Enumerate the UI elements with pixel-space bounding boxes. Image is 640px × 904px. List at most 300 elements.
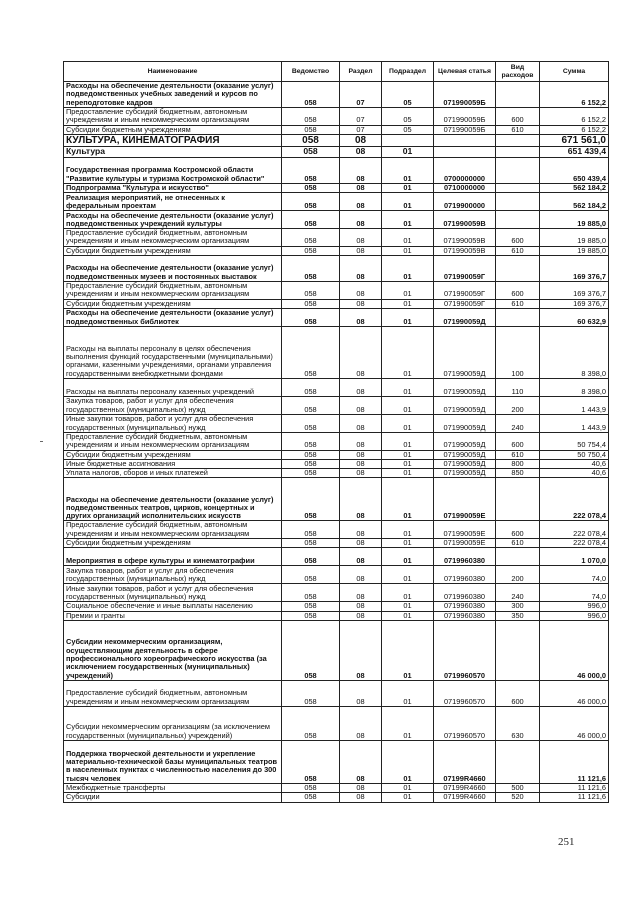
table-row <box>64 211 609 229</box>
cell-name: Закупка товаров, работ и услуг для обеспечения государственных (муниципальных) нужд <box>64 566 282 584</box>
cell-name: Социальное обеспечение и иные выплаты населению <box>64 602 282 611</box>
cell-name: Расходы на обеспечение деятельности (оказание услуг) подведомственных театров, цирков, концертных и других организаций исполнительских искусств <box>64 478 282 521</box>
cell-celevaya-statya: 071990059Г <box>434 282 496 300</box>
cell-summa: 74,0 <box>540 584 609 602</box>
cell-podrazdel: 01 <box>382 521 434 539</box>
cell-vid-raskhodov: 200 <box>496 396 540 414</box>
cell-name: Расходы на обеспечение деятельности (оказание услуг) подведомственных учреждений культуры <box>64 211 282 229</box>
margin-mark <box>40 441 43 442</box>
cell-vedomstvo: 058 <box>282 783 340 792</box>
table-row <box>64 146 609 157</box>
cell-celevaya-statya: 0710000000 <box>434 183 496 192</box>
cell-vid-raskhodov <box>496 740 540 783</box>
cell-vedomstvo: 058 <box>282 396 340 414</box>
cell-razdel: 08 <box>340 193 382 211</box>
table-row <box>64 611 609 620</box>
cell-name: Межбюджетные трансферты <box>64 783 282 792</box>
cell-razdel: 08 <box>340 432 382 450</box>
cell-name: Поддержка творческой деятельности и укрепление материально-технической базы муниципальных театров в населенных пунктах с численностью населения до 300 тысяч человек <box>64 740 282 783</box>
header-vedomstvo: Ведомство <box>282 62 340 82</box>
cell-celevaya-statya: 0719960570 <box>434 706 496 740</box>
table-row <box>64 478 609 521</box>
cell-razdel: 08 <box>340 459 382 468</box>
table-row <box>64 521 609 539</box>
cell-vedomstvo: 058 <box>282 414 340 432</box>
header-razdel: Раздел <box>340 62 382 82</box>
cell-vid-raskhodov: 600 <box>496 282 540 300</box>
cell-podrazdel: 01 <box>382 459 434 468</box>
cell-podrazdel: 01 <box>382 611 434 620</box>
cell-summa: 1 070,0 <box>540 548 609 566</box>
cell-podrazdel: 01 <box>382 396 434 414</box>
cell-podrazdel: 01 <box>382 299 434 308</box>
table-row <box>64 459 609 468</box>
table-row <box>64 108 609 126</box>
cell-summa: 8 398,0 <box>540 378 609 396</box>
cell-vid-raskhodov <box>496 548 540 566</box>
cell-podrazdel: 01 <box>382 620 434 680</box>
cell-vedomstvo: 058 <box>282 108 340 126</box>
table-row <box>64 584 609 602</box>
table-row <box>64 432 609 450</box>
cell-summa: 1 443,9 <box>540 414 609 432</box>
cell-vedomstvo: 058 <box>282 299 340 308</box>
cell-summa: 562 184,2 <box>540 183 609 192</box>
cell-summa: 11 121,6 <box>540 740 609 783</box>
cell-name: Расходы на обеспечение деятельности (оказание услуг) подведомственных библиотек <box>64 308 282 326</box>
cell-celevaya-statya: 0719960380 <box>434 566 496 584</box>
table-row <box>64 680 609 706</box>
table-row <box>64 539 609 548</box>
cell-summa: 11 121,6 <box>540 793 609 802</box>
cell-vid-raskhodov: 610 <box>496 299 540 308</box>
cell-vedomstvo: 058 <box>282 432 340 450</box>
cell-razdel: 08 <box>340 256 382 282</box>
cell-vid-raskhodov <box>496 146 540 157</box>
cell-podrazdel: 01 <box>382 183 434 192</box>
cell-razdel: 08 <box>340 246 382 255</box>
cell-celevaya-statya: 0719960380 <box>434 602 496 611</box>
cell-celevaya-statya: 071990059Д <box>434 326 496 378</box>
cell-podrazdel: 01 <box>382 157 434 183</box>
header-vid-raskhodov: Вид расходов <box>496 62 540 82</box>
cell-vedomstvo: 058 <box>282 229 340 247</box>
cell-vid-raskhodov: 600 <box>496 432 540 450</box>
cell-podrazdel: 01 <box>382 282 434 300</box>
cell-razdel: 08 <box>340 539 382 548</box>
table-header-row <box>64 62 609 82</box>
cell-vid-raskhodov: 100 <box>496 326 540 378</box>
cell-razdel: 08 <box>340 521 382 539</box>
cell-celevaya-statya: 071990059Е <box>434 478 496 521</box>
cell-vedomstvo: 058 <box>282 308 340 326</box>
cell-name: Государственная программа Костромской области "Развитие культуры и туризма Костромской области" <box>64 157 282 183</box>
cell-podrazdel <box>382 134 434 146</box>
cell-vedomstvo: 058 <box>282 82 340 108</box>
cell-razdel: 08 <box>340 620 382 680</box>
cell-razdel: 08 <box>340 414 382 432</box>
cell-vid-raskhodov: 300 <box>496 602 540 611</box>
cell-name: Иные закупки товаров, работ и услуг для обеспечения государственных (муниципальных) нужд <box>64 414 282 432</box>
cell-vid-raskhodov <box>496 134 540 146</box>
table-row <box>64 326 609 378</box>
cell-name: Субсидии бюджетным учреждениям <box>64 539 282 548</box>
cell-podrazdel: 01 <box>382 584 434 602</box>
cell-razdel: 08 <box>340 183 382 192</box>
cell-summa: 46 000,0 <box>540 680 609 706</box>
cell-name: Субсидии некоммерческим организациям (за исключением государственных (муниципальных) учреждений) <box>64 706 282 740</box>
cell-vedomstvo: 058 <box>282 611 340 620</box>
cell-vid-raskhodov: 600 <box>496 521 540 539</box>
cell-celevaya-statya: 071990059В <box>434 246 496 255</box>
header-podrazdel: Подраздел <box>382 62 434 82</box>
cell-summa: 6 152,2 <box>540 125 609 134</box>
cell-summa: 650 439,4 <box>540 157 609 183</box>
cell-podrazdel: 01 <box>382 602 434 611</box>
cell-vid-raskhodov <box>496 478 540 521</box>
cell-vid-raskhodov <box>496 308 540 326</box>
cell-vedomstvo: 058 <box>282 326 340 378</box>
cell-razdel: 08 <box>340 157 382 183</box>
cell-celevaya-statya: 071990059Д <box>434 308 496 326</box>
table-row <box>64 793 609 802</box>
cell-name: Предоставление субсидий бюджетным, автономным учреждениям и иным некоммерческим организациям <box>64 680 282 706</box>
cell-razdel: 08 <box>340 229 382 247</box>
cell-summa: 40,6 <box>540 459 609 468</box>
cell-razdel: 08 <box>340 783 382 792</box>
header-summa: Сумма <box>540 62 609 82</box>
cell-celevaya-statya: 07199R4660 <box>434 740 496 783</box>
cell-celevaya-statya: 07199R4660 <box>434 793 496 802</box>
table-row <box>64 620 609 680</box>
cell-podrazdel: 01 <box>382 566 434 584</box>
cell-podrazdel: 01 <box>382 539 434 548</box>
cell-podrazdel: 01 <box>382 548 434 566</box>
cell-celevaya-statya: 071990059Г <box>434 256 496 282</box>
cell-razdel: 08 <box>340 793 382 802</box>
cell-summa: 74,0 <box>540 566 609 584</box>
cell-vedomstvo: 058 <box>282 211 340 229</box>
cell-razdel: 08 <box>340 602 382 611</box>
cell-vedomstvo: 058 <box>282 146 340 157</box>
cell-summa: 19 885,0 <box>540 211 609 229</box>
cell-podrazdel: 01 <box>382 146 434 157</box>
cell-name: Субсидии некоммерческим организациям, осуществляющим деятельность в сфере профессионального хореографического искусства (за исключением государственных (муниципальных) учреждений) <box>64 620 282 680</box>
cell-celevaya-statya: 071990059Д <box>434 459 496 468</box>
cell-vid-raskhodov: 800 <box>496 459 540 468</box>
table-row <box>64 469 609 478</box>
cell-summa: 169 376,7 <box>540 299 609 308</box>
cell-vid-raskhodov: 500 <box>496 783 540 792</box>
cell-vid-raskhodov: 240 <box>496 584 540 602</box>
cell-razdel: 08 <box>340 566 382 584</box>
cell-vid-raskhodov: 850 <box>496 469 540 478</box>
cell-razdel: 08 <box>340 478 382 521</box>
cell-vid-raskhodov: 200 <box>496 566 540 584</box>
cell-summa: 169 376,7 <box>540 282 609 300</box>
cell-razdel: 07 <box>340 125 382 134</box>
cell-name: Подпрограмма "Культура и искусство" <box>64 183 282 192</box>
table-row <box>64 82 609 108</box>
table-row <box>64 246 609 255</box>
cell-celevaya-statya: 071990059Б <box>434 82 496 108</box>
table-row <box>64 256 609 282</box>
cell-celevaya-statya: 0719900000 <box>434 193 496 211</box>
cell-celevaya-statya: 071990059Б <box>434 108 496 126</box>
cell-podrazdel: 01 <box>382 469 434 478</box>
cell-summa: 996,0 <box>540 602 609 611</box>
cell-celevaya-statya: 071990059Е <box>434 521 496 539</box>
cell-summa: 19 885,0 <box>540 229 609 247</box>
cell-name: Мероприятия в сфере культуры и кинематографии <box>64 548 282 566</box>
cell-name: Предоставление субсидий бюджетным, автономным учреждениям и иным некоммерческим организациям <box>64 521 282 539</box>
cell-summa: 671 561,0 <box>540 134 609 146</box>
cell-vedomstvo: 058 <box>282 620 340 680</box>
table-row <box>64 414 609 432</box>
cell-vedomstvo: 058 <box>282 134 340 146</box>
cell-summa: 222 078,4 <box>540 521 609 539</box>
cell-summa: 1 443,9 <box>540 396 609 414</box>
table-row <box>64 706 609 740</box>
cell-vedomstvo: 058 <box>282 740 340 783</box>
cell-vid-raskhodov: 110 <box>496 378 540 396</box>
cell-vid-raskhodov <box>496 82 540 108</box>
cell-razdel: 08 <box>340 326 382 378</box>
cell-razdel: 07 <box>340 108 382 126</box>
cell-name: Субсидии бюджетным учреждениям <box>64 125 282 134</box>
cell-celevaya-statya: 071990059Д <box>434 414 496 432</box>
cell-razdel: 07 <box>340 82 382 108</box>
cell-razdel: 08 <box>340 548 382 566</box>
cell-podrazdel: 01 <box>382 308 434 326</box>
cell-podrazdel: 05 <box>382 82 434 108</box>
cell-name: Уплата налогов, сборов и иных платежей <box>64 469 282 478</box>
cell-vedomstvo: 058 <box>282 539 340 548</box>
cell-vid-raskhodov <box>496 256 540 282</box>
cell-razdel: 08 <box>340 584 382 602</box>
header-name: Наименование <box>64 62 282 82</box>
cell-vid-raskhodov: 520 <box>496 793 540 802</box>
table-row <box>64 378 609 396</box>
cell-vedomstvo: 058 <box>282 680 340 706</box>
cell-razdel: 08 <box>340 308 382 326</box>
cell-summa: 46 000,0 <box>540 620 609 680</box>
cell-summa: 6 152,2 <box>540 108 609 126</box>
cell-podrazdel: 01 <box>382 450 434 459</box>
cell-razdel: 08 <box>340 299 382 308</box>
cell-summa: 222 078,4 <box>540 478 609 521</box>
cell-summa: 40,6 <box>540 469 609 478</box>
cell-name: Предоставление субсидий бюджетным, автономным учреждениям и иным некоммерческим организациям <box>64 282 282 300</box>
cell-celevaya-statya: 071990059Г <box>434 299 496 308</box>
table-row <box>64 548 609 566</box>
cell-vid-raskhodov: 600 <box>496 108 540 126</box>
cell-name: Реализация мероприятий, не отнесенных к федеральным проектам <box>64 193 282 211</box>
cell-vedomstvo: 058 <box>282 548 340 566</box>
cell-podrazdel: 01 <box>382 432 434 450</box>
cell-podrazdel: 05 <box>382 108 434 126</box>
cell-vedomstvo: 058 <box>282 521 340 539</box>
cell-podrazdel: 01 <box>382 706 434 740</box>
cell-name: Культура <box>64 146 282 157</box>
cell-vedomstvo: 058 <box>282 450 340 459</box>
cell-celevaya-statya: 0719960380 <box>434 548 496 566</box>
budget-table-container <box>63 61 608 803</box>
cell-razdel: 08 <box>340 211 382 229</box>
cell-podrazdel: 01 <box>382 256 434 282</box>
cell-summa: 19 885,0 <box>540 246 609 255</box>
cell-podrazdel: 05 <box>382 125 434 134</box>
cell-celevaya-statya: 071990059Д <box>434 469 496 478</box>
cell-vid-raskhodov <box>496 157 540 183</box>
header-celevaya-statya: Целевая статья <box>434 62 496 82</box>
cell-celevaya-statya: 071990059Д <box>434 450 496 459</box>
cell-celevaya-statya: 071990059Е <box>434 539 496 548</box>
cell-vid-raskhodov: 610 <box>496 246 540 255</box>
cell-summa: 562 184,2 <box>540 193 609 211</box>
cell-podrazdel: 01 <box>382 229 434 247</box>
cell-name: КУЛЬТУРА, КИНЕМАТОГРАФИЯ <box>64 134 282 146</box>
cell-podrazdel: 01 <box>382 783 434 792</box>
cell-name: Расходы на выплаты персоналу казенных учреждений <box>64 378 282 396</box>
cell-name: Субсидии бюджетным учреждениям <box>64 299 282 308</box>
cell-summa: 8 398,0 <box>540 326 609 378</box>
cell-razdel: 08 <box>340 378 382 396</box>
table-row <box>64 602 609 611</box>
cell-summa: 60 632,9 <box>540 308 609 326</box>
cell-vedomstvo: 058 <box>282 125 340 134</box>
cell-podrazdel: 01 <box>382 211 434 229</box>
cell-vid-raskhodov <box>496 183 540 192</box>
table-row <box>64 193 609 211</box>
cell-razdel: 08 <box>340 134 382 146</box>
cell-razdel: 08 <box>340 469 382 478</box>
cell-name: Субсидии бюджетным учреждениям <box>64 246 282 255</box>
cell-celevaya-statya: 071990059Д <box>434 378 496 396</box>
cell-name: Расходы на обеспечение деятельности (оказание услуг) подведомственных учебных заведений и курсов по переподготовке кадров <box>64 82 282 108</box>
cell-vid-raskhodov <box>496 620 540 680</box>
cell-vid-raskhodov <box>496 211 540 229</box>
table-row <box>64 125 609 134</box>
cell-podrazdel: 01 <box>382 246 434 255</box>
cell-summa: 651 439,4 <box>540 146 609 157</box>
cell-celevaya-statya: 0719960380 <box>434 611 496 620</box>
cell-vid-raskhodov: 610 <box>496 450 540 459</box>
table-row <box>64 157 609 183</box>
cell-name: Закупка товаров, работ и услуг для обеспечения государственных (муниципальных) нужд <box>64 396 282 414</box>
cell-name: Субсидии <box>64 793 282 802</box>
cell-podrazdel: 01 <box>382 478 434 521</box>
cell-celevaya-statya: 0719960570 <box>434 620 496 680</box>
cell-vid-raskhodov: 240 <box>496 414 540 432</box>
cell-celevaya-statya: 0719960570 <box>434 680 496 706</box>
cell-vid-raskhodov: 630 <box>496 706 540 740</box>
cell-razdel: 08 <box>340 450 382 459</box>
cell-razdel: 08 <box>340 282 382 300</box>
cell-celevaya-statya: 0700000000 <box>434 157 496 183</box>
cell-podrazdel: 01 <box>382 740 434 783</box>
cell-podrazdel: 01 <box>382 378 434 396</box>
cell-celevaya-statya: 071990059Д <box>434 396 496 414</box>
cell-name: Предоставление субсидий бюджетным, автономным учреждениям и иным некоммерческим организациям <box>64 108 282 126</box>
cell-celevaya-statya: 07199R4660 <box>434 783 496 792</box>
cell-name: Расходы на выплаты персоналу в целях обеспечения выполнения функций государственными (муниципальными) органами, казенными учреждениями, органами управления государственными внебюджетными фондами <box>64 326 282 378</box>
table-row <box>64 134 609 146</box>
table-row <box>64 396 609 414</box>
table-row <box>64 183 609 192</box>
cell-name: Иные бюджетные ассигнования <box>64 459 282 468</box>
table-row <box>64 740 609 783</box>
page-number: 251 <box>558 836 575 848</box>
cell-name: Расходы на обеспечение деятельности (оказание услуг) подведомственных музеев и постоянных выставок <box>64 256 282 282</box>
cell-vedomstvo: 058 <box>282 602 340 611</box>
cell-vid-raskhodov: 600 <box>496 680 540 706</box>
cell-razdel: 08 <box>340 706 382 740</box>
cell-summa: 11 121,6 <box>540 783 609 792</box>
cell-name: Субсидии бюджетным учреждениям <box>64 450 282 459</box>
cell-vedomstvo: 058 <box>282 584 340 602</box>
cell-vedomstvo: 058 <box>282 478 340 521</box>
cell-podrazdel: 01 <box>382 793 434 802</box>
cell-razdel: 08 <box>340 680 382 706</box>
cell-celevaya-statya: 071990059Д <box>434 432 496 450</box>
cell-summa: 50 754,4 <box>540 432 609 450</box>
cell-vedomstvo: 058 <box>282 183 340 192</box>
table-row <box>64 308 609 326</box>
cell-vedomstvo: 058 <box>282 459 340 468</box>
table-row <box>64 282 609 300</box>
cell-summa: 996,0 <box>540 611 609 620</box>
cell-summa: 6 152,2 <box>540 82 609 108</box>
cell-vedomstvo: 058 <box>282 793 340 802</box>
cell-summa: 222 078,4 <box>540 539 609 548</box>
cell-name: Иные закупки товаров, работ и услуг для обеспечения государственных (муниципальных) нужд <box>64 584 282 602</box>
cell-celevaya-statya: 0719960380 <box>434 584 496 602</box>
cell-podrazdel: 01 <box>382 414 434 432</box>
cell-vedomstvo: 058 <box>282 282 340 300</box>
cell-vedomstvo: 058 <box>282 566 340 584</box>
table-row <box>64 783 609 792</box>
cell-razdel: 08 <box>340 146 382 157</box>
cell-vedomstvo: 058 <box>282 193 340 211</box>
cell-vedomstvo: 058 <box>282 157 340 183</box>
table-body <box>64 82 609 803</box>
cell-razdel: 08 <box>340 611 382 620</box>
cell-podrazdel: 01 <box>382 680 434 706</box>
table-row <box>64 229 609 247</box>
cell-celevaya-statya: 071990059В <box>434 229 496 247</box>
cell-razdel: 08 <box>340 740 382 783</box>
cell-name: Премии и гранты <box>64 611 282 620</box>
cell-name: Предоставление субсидий бюджетным, автономным учреждениям и иным некоммерческим организациям <box>64 432 282 450</box>
cell-vid-raskhodov: 600 <box>496 229 540 247</box>
cell-vedomstvo: 058 <box>282 378 340 396</box>
table-row <box>64 450 609 459</box>
cell-summa: 46 000,0 <box>540 706 609 740</box>
cell-vid-raskhodov: 350 <box>496 611 540 620</box>
cell-vedomstvo: 058 <box>282 246 340 255</box>
cell-celevaya-statya: 071990059В <box>434 211 496 229</box>
cell-vid-raskhodov: 610 <box>496 125 540 134</box>
cell-celevaya-statya <box>434 146 496 157</box>
cell-name: Предоставление субсидий бюджетным, автономным учреждениям и иным некоммерческим организациям <box>64 229 282 247</box>
cell-vedomstvo: 058 <box>282 706 340 740</box>
cell-podrazdel: 01 <box>382 193 434 211</box>
cell-vedomstvo: 058 <box>282 256 340 282</box>
cell-podrazdel: 01 <box>382 326 434 378</box>
cell-celevaya-statya <box>434 134 496 146</box>
cell-vedomstvo: 058 <box>282 469 340 478</box>
